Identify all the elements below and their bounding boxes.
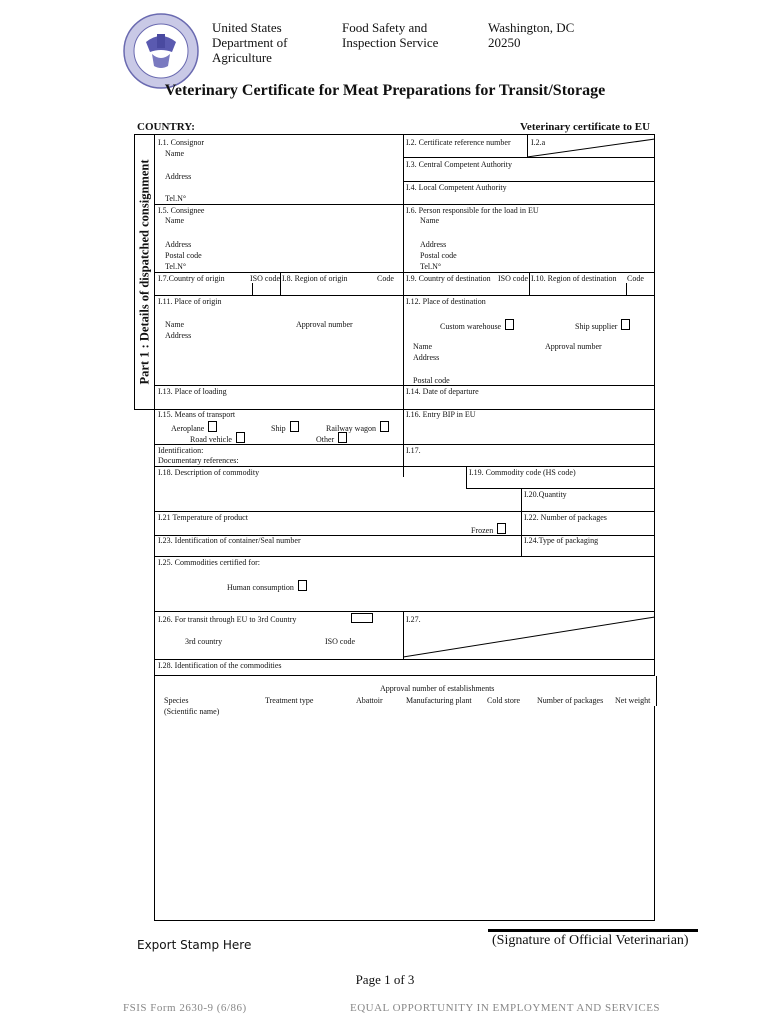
i11-approval: Approval number bbox=[296, 320, 353, 329]
i26-label: I.26. For transit through EU to 3rd Country bbox=[158, 615, 297, 624]
i6-label: I.6. Person responsible for the load in EU bbox=[406, 206, 539, 215]
certificate-to-label: Veterinary certificate to EU bbox=[520, 121, 651, 133]
i27-label: I.27. bbox=[406, 615, 421, 624]
i17-label: I.17. bbox=[406, 446, 421, 455]
i9-iso-label: ISO code bbox=[498, 274, 528, 283]
i5-postal: Postal code bbox=[165, 251, 202, 260]
i10-code-label: Code bbox=[627, 274, 644, 283]
i9-label: I.9. Country of destination bbox=[406, 274, 491, 283]
i21-label: I.21 Temperature of product bbox=[158, 513, 248, 522]
i7-label: I.7.Country of origin bbox=[158, 274, 225, 283]
col-manufacturing-plant: Manufacturing plant bbox=[406, 696, 472, 705]
col-species: Species bbox=[164, 696, 189, 705]
i10-label: I.10. Region of destination bbox=[531, 274, 617, 283]
other-checkbox[interactable] bbox=[338, 432, 347, 443]
col-treatment-type: Treatment type bbox=[265, 696, 314, 705]
usda-seal-logo bbox=[122, 12, 200, 90]
third-country-label: 3rd country bbox=[185, 637, 223, 646]
ship-supplier-option[interactable]: Ship supplier bbox=[575, 319, 630, 332]
i26-iso-label: ISO code bbox=[325, 637, 355, 646]
i1-label: I.1. Consignor bbox=[158, 138, 204, 147]
frozen-option[interactable]: Frozen bbox=[471, 523, 506, 536]
col-net-weight: Net weight bbox=[615, 696, 651, 705]
i11-address: Address bbox=[165, 331, 192, 340]
col-cold-store: Cold store bbox=[487, 696, 521, 705]
certificate-form bbox=[154, 134, 655, 676]
i3-label: I.3. Central Competent Authority bbox=[406, 160, 512, 169]
i2-label: I.2. Certificate reference number bbox=[406, 138, 511, 147]
aeroplane-checkbox[interactable] bbox=[208, 421, 217, 432]
i12-postal: Postal code bbox=[413, 376, 450, 385]
i6-name: Name bbox=[420, 216, 440, 225]
i12-label: I.12. Place of destination bbox=[406, 297, 486, 306]
ship-checkbox[interactable] bbox=[290, 421, 299, 432]
i24-label: I.24.Type of packaging bbox=[524, 536, 599, 545]
ship-option[interactable]: Ship bbox=[271, 421, 299, 434]
i8-code-label: Code bbox=[377, 274, 394, 283]
i5-label: I.5. Consignee bbox=[158, 206, 205, 215]
i19-label: I.19. Commodity code (HS code) bbox=[469, 468, 576, 477]
org-line-2: Department of bbox=[212, 35, 288, 50]
form-number: FSIS Form 2630-9 (6/86) bbox=[123, 1002, 247, 1014]
i15-label: I.15. Means of transport bbox=[158, 410, 236, 419]
org-line-3: Agriculture bbox=[212, 50, 272, 65]
export-stamp-label: Export Stamp Here bbox=[137, 938, 252, 952]
part1-vertical-label: Part 1 : Details of dispatched consignment bbox=[134, 134, 154, 410]
i25-label: I.25. Commodities certified for: bbox=[158, 558, 260, 567]
i11-label: I.11. Place of origin bbox=[158, 297, 222, 306]
zip-text: 20250 bbox=[488, 35, 521, 50]
human-consumption-checkbox[interactable] bbox=[298, 580, 307, 591]
i6-tel: Tel.N° bbox=[420, 262, 442, 271]
i6-postal: Postal code bbox=[420, 251, 457, 260]
i1-name: Name bbox=[165, 149, 185, 158]
org-line-1: United States bbox=[212, 20, 282, 35]
i12-name: Name bbox=[413, 342, 433, 351]
i26-code-box bbox=[351, 613, 373, 623]
city-text: Washington, DC bbox=[488, 20, 575, 35]
i2a-label: I.2.a bbox=[531, 138, 546, 147]
country-label: COUNTRY: bbox=[137, 121, 195, 133]
signature-label: (Signature of Official Veterinarian) bbox=[492, 933, 689, 948]
service-line-2: Inspection Service bbox=[342, 35, 439, 50]
scientific-name-label: (Scientific name) bbox=[164, 707, 220, 716]
equal-opportunity-text: EQUAL OPPORTUNITY IN EMPLOYMENT AND SERVICES bbox=[350, 1002, 661, 1014]
i6-address: Address bbox=[420, 240, 447, 249]
identification-label: Identification: bbox=[158, 446, 204, 455]
custom-warehouse-checkbox[interactable] bbox=[505, 319, 514, 330]
i12-address: Address bbox=[413, 353, 440, 362]
signature-line bbox=[488, 929, 698, 932]
diagonal-strike bbox=[403, 611, 655, 659]
i8-label: I.8. Region of origin bbox=[282, 274, 348, 283]
diagonal-strike bbox=[527, 135, 655, 157]
i11-name: Name bbox=[165, 320, 185, 329]
i12-approval: Approval number bbox=[545, 342, 602, 351]
i5-tel: Tel.N° bbox=[165, 262, 187, 271]
doc-refs-label: Documentary references: bbox=[158, 456, 239, 465]
i22-label: I.22. Number of packages bbox=[524, 513, 607, 522]
human-consumption-option[interactable]: Human consumption bbox=[227, 580, 307, 593]
road-vehicle-option[interactable]: Road vehicle bbox=[190, 432, 245, 445]
service-line-1: Food Safety and bbox=[342, 20, 428, 35]
col-abattoir: Abattoir bbox=[356, 696, 383, 705]
aeroplane-option[interactable]: Aeroplane bbox=[171, 421, 217, 434]
i23-label: I.23. Identification of container/Seal number bbox=[158, 536, 301, 545]
i14-label: I.14. Date of departure bbox=[406, 387, 479, 396]
i16-label: I.16. Entry BIP in EU bbox=[406, 410, 476, 419]
i5-address: Address bbox=[165, 240, 192, 249]
custom-warehouse-option[interactable]: Custom warehouse bbox=[440, 319, 514, 332]
i13-label: I.13. Place of loading bbox=[158, 387, 227, 396]
i7-iso-label: ISO code bbox=[250, 274, 280, 283]
i4-label: I.4. Local Competent Authority bbox=[406, 183, 507, 192]
page-number: Page 1 of 3 bbox=[355, 972, 415, 987]
col-num-packages: Number of packages bbox=[537, 696, 604, 705]
i1-address: Address bbox=[165, 172, 192, 181]
i5-name: Name bbox=[165, 216, 185, 225]
i28-label: I.28. Identification of the commodities bbox=[158, 661, 282, 670]
railway-wagon-option[interactable]: Railway wagon bbox=[326, 421, 389, 434]
ship-supplier-checkbox[interactable] bbox=[621, 319, 630, 330]
approval-establishments-label: Approval number of establishments bbox=[380, 684, 495, 693]
i20-label: I.20.Quantity bbox=[524, 490, 567, 499]
i18-label: I.18. Description of commodity bbox=[158, 468, 260, 477]
road-vehicle-checkbox[interactable] bbox=[236, 432, 245, 443]
commodities-table-body bbox=[154, 706, 655, 921]
page-title: Veterinary Certificate for Meat Preparations for Transit/Storage bbox=[164, 82, 606, 99]
railway-wagon-checkbox[interactable] bbox=[380, 421, 389, 432]
i1-tel: Tel.N° bbox=[165, 194, 187, 203]
other-option[interactable]: Other bbox=[316, 432, 347, 445]
frozen-checkbox[interactable] bbox=[497, 523, 506, 534]
